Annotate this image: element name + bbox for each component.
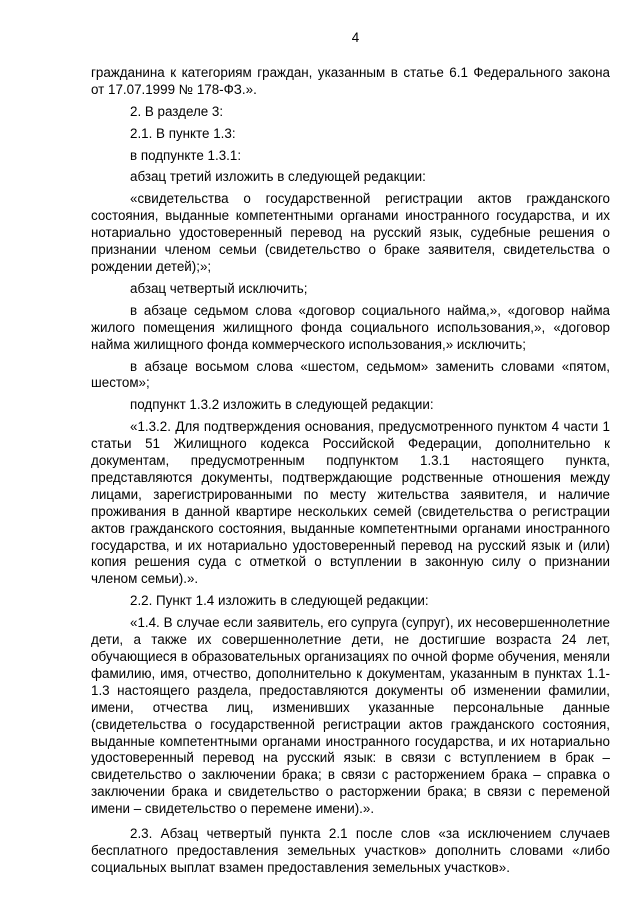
paragraph-5: абзац третий изложить в следующей редакции: bbox=[130, 169, 426, 185]
paragraph-1: гражданина к категориям граждан, указанным в статье 6.1 Федерального закона от 17.07.1999 № 178-ФЗ.». bbox=[91, 64, 610, 97]
paragraph-9: в абзаце восьмом слова «шестом, седьмом» заменить словами «пятом, шестом»; bbox=[91, 358, 610, 391]
paragraph-12: 2.2. Пункт 1.4 изложить в следующей редакции: bbox=[130, 593, 429, 609]
paragraph-13: «1.4. В случае если заявитель, его супруга (супруг), их несовершеннолетние дети, а также их совершеннолетние дети, не достигшие возраста 24 лет, обучающиеся в образовательных организациях по очной форме обучения, меняли фамилию, имя, отчество, дополнительно к документам, указанным в пунктах 1.1-1.3 настоящего раздела, предоставляются документы об изменении фамилии, имени, отчества лиц, изменивших указанные персональные данные (свидетельства о государственной регистрации актов гражданского состояния, выданные компетентными органами иностранного государства, и их нотариально удостоверенный перевод на русский язык: в связи с вступлением в брак – свидетельство о заключении брака; в связи с расторжением брака – справка о заключении брака и свидетельство о расторжении брака; в связи с переменой имени – свидетельство о перемене имени).». bbox=[91, 615, 610, 817]
paragraph-14: 2.3. Абзац четвертый пункта 2.1 после слов «за исключением случаев бесплатного предоставления земельных участков» дополнить словами «либо социальных выплат взамен предоставления земельных участков». bbox=[91, 826, 610, 875]
paragraph-2: 2. В разделе 3: bbox=[130, 103, 224, 119]
paragraph-11: «1.3.2. Для подтверждения основания, предусмотренного пунктом 4 части 1 статьи 51 Жилищного кодекса Российской Федерации, дополнительно к документам, предусмотренным подпунктом 1.3.1 настоящего пункта, представляются документы, подтверждающие родственные отношения между лицами, зарегистрированными по месту жительства заявителя, и наличие проживания в данной квартире нескольких семей (свидетельства о регистрации актов гражданского состояния, выданные компетентными органами иностранного государства, и их нотариально удостоверенный перевод на русский язык и (или) копия решения суда с отметкой о вступлении в законную силу о признании членом семьи).». bbox=[91, 419, 610, 587]
paragraph-3: 2.1. В пункте 1.3: bbox=[130, 125, 236, 141]
paragraph-6: «свидетельства о государственной регистрации актов гражданского состояния, выданные компетентными органами иностранного государства, и их нотариально удостоверенный перевод на русский язык, судебные решения о признании членом семьи (свидетельство о браке заявителя, свидетельства о рождении детей);»; bbox=[91, 191, 610, 274]
paragraph-10: подпункт 1.3.2 изложить в следующей редакции: bbox=[130, 397, 434, 413]
paragraph-4: в подпункте 1.3.1: bbox=[130, 147, 242, 163]
paragraph-8: в абзаце седьмом слова «договор социального найма,», «договор найма жилого помещения жилищного фонда социального использования,», «договор найма жилищного фонда коммерческого использования,» исключить; bbox=[91, 302, 610, 352]
paragraph-7: абзац четвертый исключить; bbox=[130, 280, 308, 296]
page-number: 4 bbox=[351, 30, 360, 45]
